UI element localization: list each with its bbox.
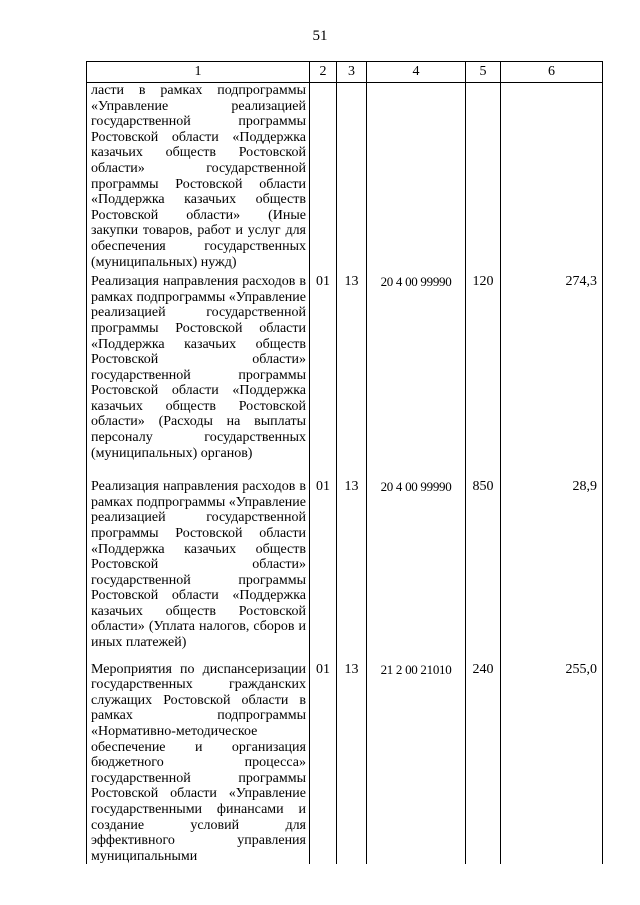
row-description: ласти в рамках подпрограммы «Управление реализацией государственной программы Ростовской области «Поддержка казачьих обществ Ростовской области» государственной программы Ростовской области «Поддержка казачьих обществ Ростовской области» (Иные закупки товаров, работ и услуг для обеспечения государственных (муниципальных) нужд) <box>87 83 310 271</box>
row-amount: 274,3 <box>501 270 603 472</box>
header-col-2: 2 <box>310 62 337 83</box>
row-target-code <box>367 83 466 271</box>
row-subsection: 13 <box>337 651 367 865</box>
row-section: 01 <box>310 472 337 651</box>
row-target-code: 21 2 00 21010 <box>367 651 466 865</box>
header-col-1: 1 <box>87 62 310 83</box>
row-expense-type: 240 <box>466 651 501 865</box>
row-expense-type: 850 <box>466 472 501 651</box>
header-row <box>87 62 603 83</box>
table-row <box>87 651 603 865</box>
table-row <box>87 270 603 472</box>
header-col-4: 4 <box>367 62 466 83</box>
row-description: Мероприятия по диспансеризации государственных гражданских служащих Ростовской области в рамках подпрограммы «Нормативно-методическое обеспечение и организация бюджетного процесса» государственной программы Ростовской области «Управление государственными финансами и создание условий для эффективного управления муниципальными <box>87 651 310 865</box>
row-expense-type: 120 <box>466 270 501 472</box>
row-amount: 255,0 <box>501 651 603 865</box>
row-section: 01 <box>310 651 337 865</box>
row-target-code: 20 4 00 99990 <box>367 270 466 472</box>
row-amount <box>501 83 603 271</box>
table-row <box>87 83 603 271</box>
page-number: 51 <box>312 28 328 44</box>
row-subsection: 13 <box>337 270 367 472</box>
header-col-6: 6 <box>501 62 603 83</box>
row-subsection: 13 <box>337 472 367 651</box>
row-description: Реализация направления расходов в рамках подпрограммы «Управление реализацией государственной программы Ростовской области «Поддержка казачьих обществ Ростовской области» государственной программы Ростовской области «Поддержка казачьих обществ Ростовской области» (Уплата налогов, сборов и иных платежей) <box>87 472 310 651</box>
budget-table <box>86 61 603 864</box>
row-expense-type <box>466 83 501 271</box>
row-description: Реализация направления расходов в рамках подпрограммы «Управление реализацией государственной программы Ростовской области «Поддержка казачьих обществ Ростовской области» государственной программы Ростовской области «Поддержка казачьих обществ Ростовской области» (Расходы на выплаты персоналу государственных (муниципальных) органов) <box>87 270 310 472</box>
header-col-5: 5 <box>466 62 501 83</box>
row-amount: 28,9 <box>501 472 603 651</box>
table-row <box>87 472 603 651</box>
row-subsection <box>337 83 367 271</box>
row-section <box>310 83 337 271</box>
row-section: 01 <box>310 270 337 472</box>
row-target-code: 20 4 00 99990 <box>367 472 466 651</box>
budget-table-container <box>86 61 603 864</box>
header-col-3: 3 <box>337 62 367 83</box>
